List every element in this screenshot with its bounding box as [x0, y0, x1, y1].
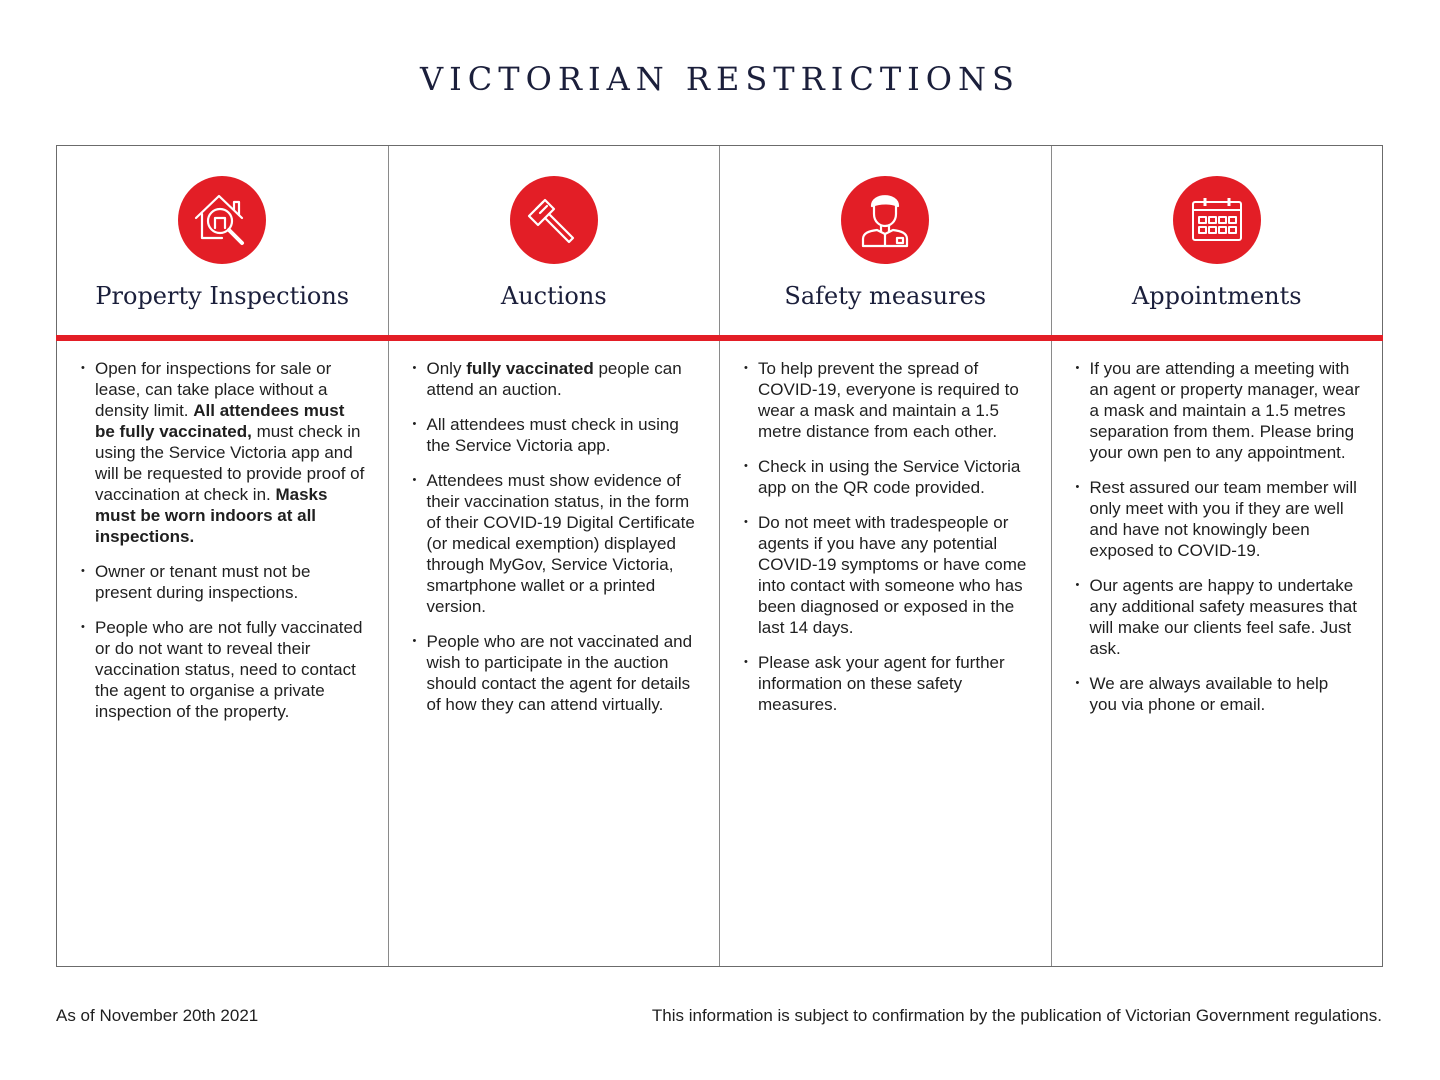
house-search-icon: [178, 176, 266, 264]
column-header: [720, 146, 1051, 336]
list-item: [1076, 358, 1361, 463]
body-text: Rest assured our team member will only meet with you if they are well and have not knowingly been exposed to COVID-19.: [1089, 478, 1357, 560]
column-title: Auctions: [500, 282, 607, 310]
body-text: Check in using the Service Victoria app on the QR code provided.: [758, 457, 1021, 497]
disclaimer: This information is subject to confirmation by the publication of Victorian Government regulations.: [651, 1006, 1382, 1025]
list-item: [81, 358, 366, 547]
body-text: We are always available to help you via phone or email.: [1089, 674, 1329, 714]
restrictions-grid: [56, 145, 1383, 967]
list-item: [81, 561, 366, 603]
column-header: [57, 146, 388, 336]
column-header: [389, 146, 720, 336]
body-text: Please ask your agent for further information on these safety measures.: [758, 653, 1005, 714]
column-list: [744, 358, 1029, 729]
list-item: [1076, 477, 1361, 561]
list-item: [413, 470, 698, 617]
column-list: [81, 358, 366, 736]
list-item: [81, 617, 366, 722]
list-item: [413, 414, 698, 456]
column-title: Property Inspections: [95, 282, 350, 310]
list-item: [413, 631, 698, 715]
body-text: People who are not vaccinated and wish to participate in the auction should contact the agent for details of how they can attend virtually.: [426, 632, 693, 714]
column-title: Safety measures: [784, 282, 987, 310]
person-icon: [841, 176, 929, 264]
list-item: [1076, 575, 1361, 659]
list-item: [744, 358, 1029, 442]
list-item: [744, 512, 1029, 638]
gavel-icon: [510, 176, 598, 264]
body-text: people can attend an auction.: [426, 359, 682, 399]
bold-text: All attendees must be fully vaccinated,: [95, 401, 345, 441]
list-item: [413, 358, 698, 400]
body-text: Do not meet with tradespeople or agents if you have any potential COVID-19 symptoms or have come into contact with someone who has been diagnosed or exposed in the last 14 days.: [758, 513, 1027, 637]
column-list: [1076, 358, 1361, 729]
body-text: Owner or tenant must not be present during inspections.: [95, 562, 311, 602]
body-text: If you are attending a meeting with an agent or property manager, wear a mask and maintain a 1.5 metres separation from them. Please bring your own pen to any appointment.: [1089, 359, 1360, 462]
body-text: Open for inspections for sale or lease, can take place without a density limit.: [95, 359, 332, 420]
body-text: Our agents are happy to undertake any additional safety measures that will make our clients feel safe. Just ask.: [1089, 576, 1357, 658]
list-item: [1076, 673, 1361, 715]
column-title: Appointments: [1131, 282, 1302, 310]
bold-text: Masks must be worn indoors at all inspections.: [95, 485, 328, 546]
body-text: must check in using the Service Victoria app and will be requested to provide proof of vaccination at check in.: [95, 422, 365, 504]
column-property-inspections: [57, 146, 388, 966]
calendar-icon: [1173, 176, 1261, 264]
header-divider: [56, 335, 1383, 341]
page-title: VICTORIAN RESTRICTIONS: [420, 60, 1020, 98]
body-text: Only: [426, 359, 467, 378]
column-list: [413, 358, 698, 729]
body-text: Attendees must show evidence of their vaccination status, in the form of their COVID-19 Digital Certificate (or medical exemption) displayed through MyGov, Service Victoria, smartphone wallet or a printed version.: [426, 471, 695, 616]
column-header: [1052, 146, 1383, 336]
list-item: [744, 456, 1029, 498]
column-safety-measures: [719, 146, 1051, 966]
list-item: [744, 652, 1029, 715]
body-text: All attendees must check in using the Service Victoria app.: [426, 415, 679, 455]
date-note: As of November 20th 2021: [56, 1006, 259, 1025]
body-text: People who are not fully vaccinated or do not want to reveal their vaccination status, need to contact the agent to organise a private inspection of the property.: [95, 618, 363, 721]
column-appointments: [1051, 146, 1383, 966]
column-auctions: [388, 146, 720, 966]
bold-text: fully vaccinated: [466, 359, 594, 378]
body-text: To help prevent the spread of COVID-19, everyone is required to wear a mask and maintain a 1.5 metre distance from each other.: [758, 359, 1019, 441]
